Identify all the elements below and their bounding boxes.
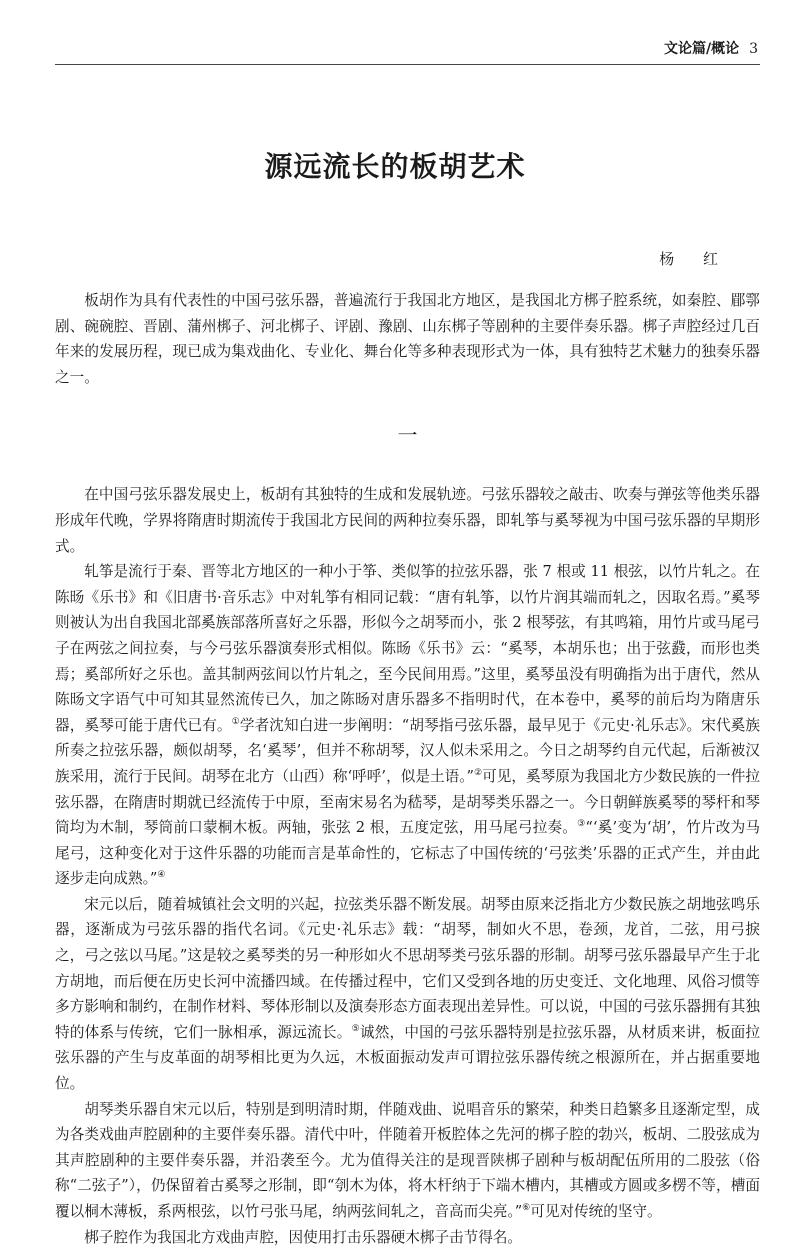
paragraph-2-text-d: “‘奚’变为‘胡’，竹片改为马尾弓，这种变化对于这件乐器的功能而言是革命性的，它标志了中国传统的‘弓弦类’乐器的正式产生，并由此逐步走向成熟。”: [55, 819, 760, 888]
abstract-paragraph: 板胡作为具有代表性的中国弓弦乐器，普遍流行于我国北方地区，是我国北方梆子腔系统，如秦腔、郿鄠剧、碗碗腔、晋剧、蒲州梆子、河北梆子、评剧、豫剧、山东梆子等剧种的主要伴奏乐器。梆子声腔经过几百年来的发展历程，现已成为集戏曲化、专业化、舞台化等多种表现形式为一体，具有独特艺术魅力的独奏乐器之一。: [55, 292, 760, 386]
article-body: [55, 288, 760, 1250]
header-section: 文论篇/概论: [663, 41, 740, 57]
body-paragraph-5: 梆子腔作为我国北方戏曲声腔，因使用打击乐器硬木梆子击节得名。: [84, 1228, 523, 1246]
page-number: 3: [749, 41, 758, 57]
body-paragraph-3: [55, 892, 760, 1097]
paragraph-4-text-a: 胡琴类乐器自宋元以后，特别是到明清时期，伴随戏曲、说唱音乐的繁荣，种类日趋繁多且逐渐定型，成为各类戏曲声腔剧种的主要伴奏乐器。清代中叶，伴随着开板腔体之先河的梆子腔的勃兴，板胡、二股弦成为其声腔剧种的主要伴奏乐器，并沿袭至今。尤为值得关注的是现晋陕梆子剧种与板胡配伍所用的二股弦（俗称“二弦子”），仍保留着古奚琴之形制，即“刳木为体，将木杆纳于下端木槽内，其槽或方圆或多楞不等，槽面覆以桐木薄板，系两根弦，以竹弓张马尾，纳两弦间轧之，音高而尖亮。”: [55, 1100, 760, 1220]
footnote-ref-3: ③: [577, 819, 586, 830]
footnote-ref-6: ⑥: [522, 1203, 531, 1214]
paragraph-2-text-a: 轧筝是流行于秦、晋等北方地区的一种小于筝、类似筝的拉弦乐器，张 7 根或 11 根弦，以竹片轧之。在陈旸《乐书》和《旧唐书·音乐志》中对轧筝有相同记载：“唐有轧筝，以竹片润其端而轧之，因取名焉。”奚琴则被认为出自我国北部奚族部落所喜好之乐器，形似今之胡琴而小，张 2 根琴弦，有其鸣箱，用竹片或马尾弓子在两弦之间拉奏，与今弓弦乐器演奏形式相似。陈旸《乐书》云：“奚琴，本胡乐也；出于弦鼗，而形也类焉；奚部所好之乐也。盖其制两弦间以竹片轧之，至今民间用焉。”这里，奚琴虽没有明确指为出于唐代，然从陈旸文字语气中可知其显然流传已久，加之陈旸对唐乐器多不指明时代，在本卷中，奚琴的前后均为隋唐乐器，奚琴可能于唐代已有。: [55, 563, 760, 734]
article-title: 源远流长的板胡艺术: [264, 150, 526, 183]
paragraph-4-text-b: 可见对传统的坚守。: [530, 1203, 662, 1220]
paragraph-3-text-b: 诚然，中国的弓弦乐器特别是拉弦乐器，从材质来讲，板面拉弦乐器的产生与皮革面的胡琴相比更为久远，木板面振动发声可谓拉弦乐器传统之根源所在，并占据重要地位。: [55, 1023, 760, 1093]
body-paragraph-2: [55, 559, 760, 892]
paragraph-2-text-c: 可见，奚琴原为我国北方少数民族的一件拉弦乐器，在隋唐时期就已经流传于中原，至南宋易名为嵇琴，是胡琴类乐器之一。今日朝鲜族奚琴的琴杆和琴筒均为木制，琴筒前口蒙桐木板。两轴，张弦 2 根，五度定弦，用马尾弓拉奏。: [55, 767, 760, 837]
author-name: 杨 红: [659, 250, 730, 268]
body-paragraph-1: 在中国弓弦乐器发展史上，板胡有其独特的生成和发展轨迹。弓弦乐器较之敲击、吹奏与弹弦等他类乐器形成年代晚，学界将隋唐时期流传于我国北方民间的两种拉奏乐器，即轧筝与奚琴视为中国弓弦乐器的早期形式。: [55, 486, 760, 555]
footnote-ref-1: ①: [231, 716, 240, 727]
header-text: [664, 38, 758, 58]
paragraph-3-text-a: 宋元以后，随着城镇社会文明的兴起，拉弦类乐器不断发展。胡琴由原来泛指北方少数民族之胡地弦鸣乐器，逐渐成为弓弦乐器的指代名词。《元史·礼乐志》载：“胡琴，制如火不思，卷颈，龙首，二弦，用弓捩之，弓之弦以马尾。”这是较之奚琴类的另一种形如火不思胡琴类弓弦乐器的形制。胡琴弓弦乐器最早产生于北方胡地，而后便在历史长河中流播四域。在传播过程中，它们又受到各地的历史变迁、文化地理、风俗习惯等多方影响和制约，在制作材料、琴体形制以及演奏形态方面表现出差异性。可以说，中国的弓弦乐器拥有其独特的体系与传统，它们一脉相承，源远流长。: [55, 895, 760, 1041]
footnote-ref-5: ⑤: [351, 1023, 360, 1034]
running-header: [55, 32, 760, 65]
body-paragraph-4: [55, 1097, 760, 1225]
footnote-ref-4: ④: [157, 870, 166, 881]
footnote-ref-2: ②: [474, 768, 483, 779]
paragraph-2-text-b: 学者沈知白进一步阐明：“胡琴指弓弦乐器，最早见于《元史·礼乐志》。宋代奚族所奏之拉弦乐器，颇似胡琴，名‘奚琴’，但并不称胡琴，汉人似未采用之。今日之胡琴约自元代起，后渐被汉族采用，流行于民间。胡琴在北方（山西）称‘呼呼’，似是土语。”: [55, 716, 760, 785]
section-heading: 一: [397, 423, 418, 448]
